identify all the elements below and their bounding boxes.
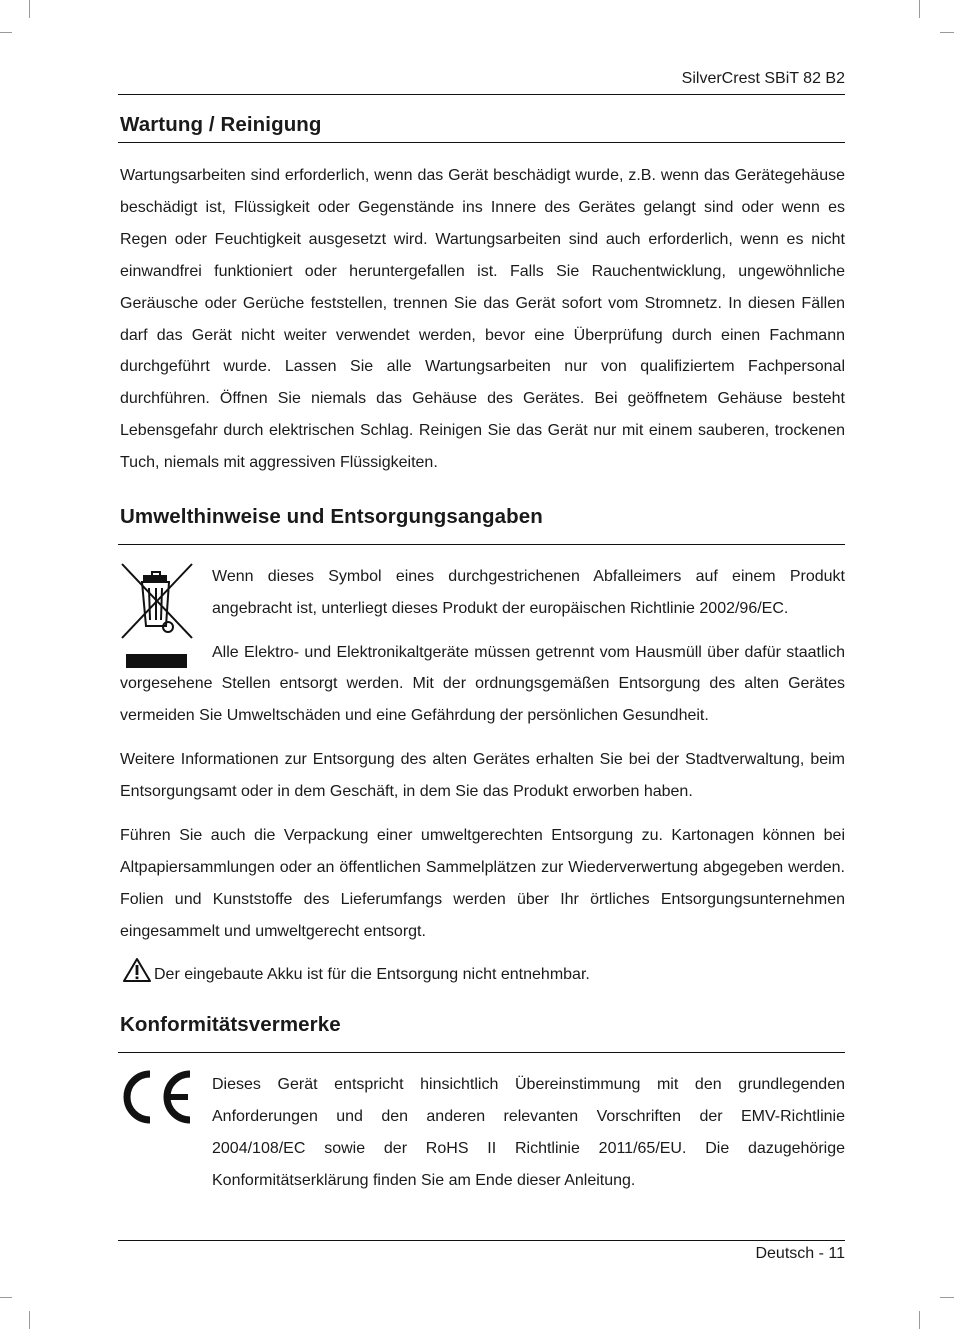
warning-icon	[122, 957, 152, 983]
paragraph-elektro: Alle Elektro- und Elektronikaltgeräte müssen getrennt vom Hausmüll über dafür staatlich	[212, 644, 845, 661]
heading-rule	[118, 544, 845, 545]
heading-wartung: Wartung / Reinigung	[120, 113, 322, 136]
heading-konformitaet: Konformitätsvermerke	[120, 1013, 341, 1036]
header-rule	[118, 94, 845, 95]
warning-text: Der eingebaute Akku ist für die Entsorgung nicht entnehmbar.	[154, 966, 590, 983]
paragraph-symbol: Wenn dieses Symbol eines durchgestrichenen Abfalleimers auf einem Produkt angebracht ist, unterliegt dieses Produkt der europäischen Richtlinie 2002/96/EC.	[212, 568, 845, 617]
paragraph-konformitaet: Dieses Gerät entspricht hinsichtlich Übereinstimmung mit den grundlegenden Anforderungen und den anderen relevanten Vorschriften der EMV-Richtlinie 2004/108/EC sowie der RoHS II Richtlinie 2011/65/EU. Die dazugehörige Konformitätserklärung finden Sie am Ende dieser Anleitung.	[212, 1076, 845, 1189]
manual-page	[120, 0, 845, 1329]
paragraph-wartung: Wartungsarbeiten sind erforderlich, wenn das Gerät beschädigt wurde, z.B. wenn das Gerätegehäuse beschädigt ist, Flüssigkeit oder Gegenstände ins Innere des Gerätes gelangt sind oder wenn es Regen oder Feuchtigkeit ausgesetzt wird. Wartungsarbeiten sind auch erforderlich, wenn es nicht einwandfrei funktioniert oder heruntergefallen ist. Falls Sie Rauchentwicklung, ungewöhnliche Geräusche oder Gerüche feststellen, trennen Sie das Gerät sofort vom Stromnetz. In diesen Fällen darf das Gerät nicht weiter verwendet werden, bevor eine Überprüfung durch einen Fachmann durchgeführt wurde. Lassen Sie alle Wartungsarbeiten nur von qualifiziertem Fachpersonal durchführen. Öffnen Sie niemals das Gehäuse des Gerätes. Bei geöffnetem Gehäuse besteht Lebensgefahr durch elektrischen Schlag. Reinigen Sie das Gerät nur mit einem sauberen, trockenen Tuch, niemals mit aggressiven Flüssigkeiten.	[120, 167, 845, 472]
ce-mark-icon	[120, 1068, 194, 1126]
heading-rule	[118, 1052, 845, 1053]
crop-mark	[0, 32, 12, 33]
heading-rule	[118, 142, 845, 143]
crop-mark	[919, 1311, 920, 1329]
crop-mark	[29, 0, 30, 18]
crossed-bin-icon	[120, 560, 194, 670]
paragraph-entsorgung: vorgesehene Stellen entsorgt werden. Mit der ordnungsgemäßen Entsorgung des alten Gerätes vermeiden Sie Umweltschäden und eine Gefährdung der persönlichen Gesundheit.	[120, 675, 845, 724]
crop-mark	[29, 1311, 30, 1329]
header-title: SilverCrest SBiT 82 B2	[681, 70, 845, 87]
crop-mark	[940, 32, 954, 33]
page-number: Deutsch - 11	[755, 1245, 845, 1262]
crop-mark	[0, 1297, 12, 1298]
footer-rule	[118, 1240, 845, 1241]
heading-umwelthinweise: Umwelthinweise und Entsorgungsangaben	[120, 505, 543, 528]
crop-mark	[919, 0, 920, 18]
paragraph-verpackung: Führen Sie auch die Verpackung einer umweltgerechten Entsorgung zu. Kartonagen können bei Altpapiersammlungen oder an öffentlichen Sammelplätzen zur Wiederverwertung abgegeben werden. Folien und Kunststoffe des Lieferumfangs werden über Ihr örtliches Entsorgungsunternehmen eingesammelt und umweltgerecht entsorgt.	[120, 827, 845, 940]
paragraph-informationen: Weitere Informationen zur Entsorgung des alten Gerätes erhalten Sie bei der Stadtverwaltung, beim Entsorgungsamt oder in dem Geschäft, in dem Sie das Produkt erworben haben.	[120, 751, 845, 800]
crop-mark	[940, 1297, 954, 1298]
